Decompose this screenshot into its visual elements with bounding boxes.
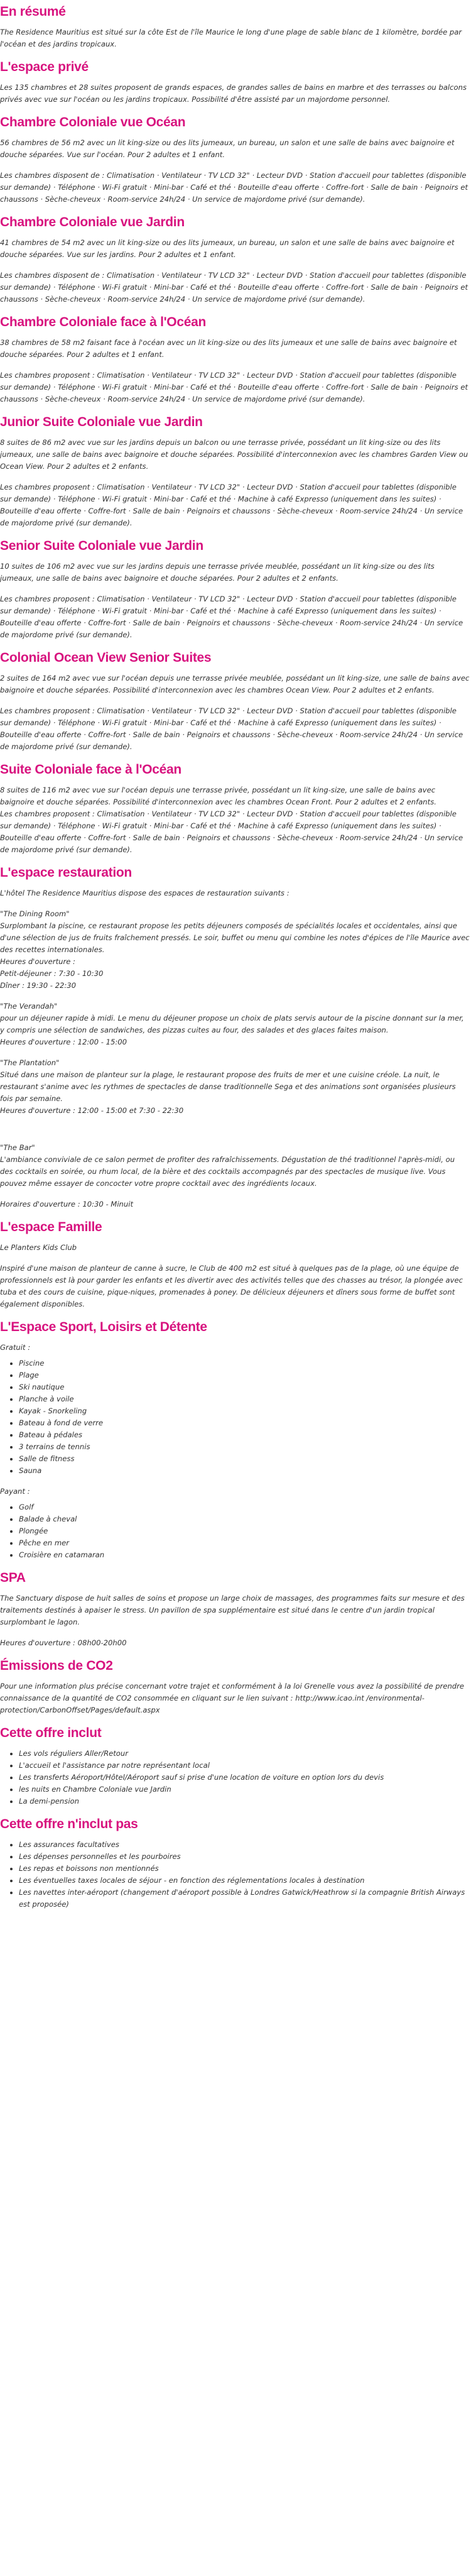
- room-description: 8 suites de 86 m2 avec vue sur les jardins depuis un balcon ou une terrasse privée, possédant un lit king-size ou des lits jumeaux, une salle de bains avec baignoire et douche séparées. Possibilité d'interconnexion avec les chambres Garden View ou Ocean View. Pour 2 adultes et 2 enfants.: [0, 438, 468, 471]
- family-section: [0, 1219, 470, 1310]
- restaurant-hours: Petit-déjeuner : 7:30 - 10:30: [0, 969, 104, 978]
- room-section: [0, 314, 470, 405]
- list-item: • Golf: [19, 1501, 470, 1513]
- room-amenities: Les chambres proposent : Climatisation · Ventilateur · TV LCD 32" · Lecteur DVD · Station d'accueil pour tablettes (disponible sur demande) · Téléphone · Wi-Fi gratuit · Mini-bar · Café et thé · Machine à café Expresso (uniquement dans les suites) · Bouteille d'eau offerte · Coffre-fort · Salle de bain · Peignoirs et chaussons · Sèche-cheveux · Room-service 24h/24 · Un service de majordome privé (sur demande).: [0, 595, 463, 639]
- room-amenities: Les chambres proposent : Climatisation · Ventilateur · TV LCD 32" · Lecteur DVD · Station d'accueil pour tablettes (disponible sur demande) · Téléphone · Wi-Fi gratuit · Mini-bar · Café et thé · Machine à café Expresso (uniquement dans les suites) · Bouteille d'eau offerte · Coffre-fort · Salle de bain · Peignoirs et chaussons · Sèche-cheveux · Room-service 24h/24 · Un service de majordome privé (sur demande).: [0, 483, 463, 527]
- restaurant-name: "The Plantation": [0, 1058, 60, 1067]
- room-section: [0, 114, 470, 206]
- restaurant-hours: Heures d'ouverture : 12:00 - 15:00 et 7:30 - 22:30: [0, 1106, 184, 1115]
- list-item: • Planche à voile: [19, 1393, 470, 1405]
- free-activities-label: Gratuit :: [0, 1343, 31, 1352]
- spa-section: [0, 1570, 470, 1649]
- room-title: Senior Suite Coloniale vue Jardin: [0, 539, 203, 553]
- restaurant-description: Surplombant la piscine, ce restaurant propose les petits déjeuners composés de spécialités locales et occidentales, ainsi que d'une sélection de jus de fruits fraîchement pressés. Le soir, buffet ou menu qui combine les notes d'épices de l'île Maurice avec des recettes internationales.: [0, 921, 470, 954]
- summary-title: En résumé: [0, 4, 66, 19]
- kids-club-description: Inspiré d'une maison de planteur de canne à sucre, le Club de 400 m2 est situé à quelques pas de la plage, où une équipe de professionnels est là pour garder les enfants et les divertir avec des activités telles que des chasses au trésor, la plongée avec tuba et des cours de cuisine, pique-niques, promenades à poney. De délicieux déjeuners et dîners sous forme de buffet sont également disponibles.: [0, 1264, 463, 1308]
- room-amenities: Les chambres proposent : Climatisation · Ventilateur · TV LCD 32" · Lecteur DVD · Station d'accueil pour tablettes (disponible sur demande) · Téléphone · Wi-Fi gratuit · Mini-bar · Café et thé · Machine à café Expresso (uniquement dans les suites) · Bouteille d'eau offerte · Coffre-fort · Salle de bain · Peignoirs et chaussons · Sèche-cheveux · Room-service 24h/24 · Un service de majordome privé (sur demande).: [0, 706, 463, 751]
- restaurant-dining-room: [0, 908, 470, 992]
- includes-title: Cette offre inclut: [0, 1726, 102, 1740]
- spa-hours: Heures d'ouverture : 08h00-20h00: [0, 1638, 127, 1647]
- spa-description: The Sanctuary dispose de huit salles de soins et propose un large choix de massages, des programmes faits sur mesure et des traitements destinés à apaiser le stress. Un pavillon de spa supplémentaire est situé dans le centre d'un jardin tropical surplombant le lagon.: [0, 1594, 465, 1626]
- room-title: Chambre Coloniale face à l'Océan: [0, 315, 207, 329]
- room-description: 10 suites de 106 m2 avec vue sur les jardins depuis une terrasse privée meublée, possédant un lit king-size ou des lits jumeaux, une salle de bains avec baignoire et douche séparées. Pour 2 adultes et 2 enfants.: [0, 562, 435, 583]
- co2-title: Émissions de CO2: [0, 1658, 113, 1673]
- room-description: 56 chambres de 56 m2 avec un lit king-size ou des lits jumeaux, un bureau, un salon et une salle de bains avec baignoire et douche séparées. Vue sur l'océan. Pour 2 adultes et 1 enfant.: [0, 138, 455, 159]
- room-title: Chambre Coloniale vue Océan: [0, 115, 186, 129]
- includes-section: [0, 1725, 470, 1807]
- excludes-title: Cette offre n'inclut pas: [0, 1817, 138, 1831]
- spa-title: SPA: [0, 1570, 26, 1585]
- co2-description: Pour une information plus précise concernant votre trajet et conformément à la loi Grenelle vous avez la possibilité de prendre connaissance de la quantité de CO2 consommée en cliquant sur le lien suivant : http://www.icao.int /environmental-protection/CarbonOffset/Pages/default.aspx: [0, 1682, 465, 1714]
- kids-club-name: Le Planters Kids Club: [0, 1243, 77, 1252]
- restaurant-name: "The Verandah": [0, 1002, 58, 1011]
- list-item: • Croisière en catamaran: [19, 1549, 470, 1561]
- restaurants-intro: L'hôtel The Residence Mauritius dispose des espaces de restauration suivants :: [0, 889, 289, 897]
- co2-section: [0, 1658, 470, 1716]
- list-item: • Les repas et boissons non mentionnés: [19, 1863, 470, 1875]
- restaurant-verandah: [0, 1000, 470, 1048]
- list-item: • Les transferts Aéroport/Hôtel/Aéroport sauf si prise d'une location de voiture en option lors du devis: [19, 1772, 470, 1784]
- list-item: • 3 terrains de tennis: [19, 1441, 470, 1453]
- room-description: 41 chambres de 54 m2 avec un lit king-size ou des lits jumeaux, un bureau, un salon et une salle de bains avec baignoire et douche séparées. Vue sur les jardins. Pour 2 adultes et 1 enfant.: [0, 238, 455, 259]
- restaurant-description: pour un déjeuner rapide à midi. Le menu du déjeuner propose un choix de plats servis autour de la piscine donnant sur la mer, y compris une sélection de sandwiches, des pizzas cuites au four, des salades et des glaces faites maison.: [0, 1014, 464, 1034]
- room-description: 8 suites de 116 m2 avec vue sur l'océan depuis une terrasse privée, possédant un lit king-size, une salle de bains avec baignoire et douche séparées. Possibilité d'interconnexion avec les chambres Ocean Front. Pour 2 adultes et 2 enfants.: [0, 786, 436, 806]
- room-amenities: Les chambres proposent : Climatisation · Ventilateur · TV LCD 32" · Lecteur DVD · Station d'accueil pour tablettes (disponible sur demande) · Téléphone · Wi-Fi gratuit · Mini-bar · Café et thé · Bouteille d'eau offerte · Coffre-fort · Salle de bain · Peignoirs et chaussons · Sèche-cheveux · Room-service 24h/24 · Un service de majordome privé (sur demande).: [0, 371, 468, 403]
- excludes-list: [0, 1839, 470, 1910]
- restaurant-name: "The Dining Room": [0, 909, 70, 918]
- restaurant-hours-label: Heures d'ouverture :: [0, 957, 75, 966]
- room-description: 2 suites de 164 m2 avec vue sur l'océan depuis une terrasse privée meublée, possédant un lit king-size, une salle de bains avec baignoire et douche séparées. Possibilité d'interconnexion avec les chambres Ocean View. Pour 2 adultes et 2 enfants.: [0, 674, 470, 694]
- list-item: • Les dépenses personnelles et les pourboires: [19, 1851, 470, 1863]
- includes-list: [0, 1748, 470, 1807]
- paid-activities-list: [0, 1501, 470, 1561]
- list-item: • Sauna: [19, 1465, 470, 1477]
- room-section: [0, 214, 470, 305]
- room-description: 38 chambres de 58 m2 faisant face à l'océan avec un lit king-size ou des lits jumeaux et une salle de bains avec baignoire et douche séparées. Pour 2 adultes et 1 enfant.: [0, 338, 457, 359]
- list-item: • Bateau à pédales: [19, 1429, 470, 1441]
- restaurants-title: L'espace restauration: [0, 865, 132, 880]
- restaurant-hours: Heures d'ouverture : 12:00 - 15:00: [0, 1038, 127, 1046]
- list-item: • Les assurances facultatives: [19, 1839, 470, 1851]
- list-item: • Les navettes inter-aéroport (changement d'aéroport possible à Londres Gatwick/Heathrow si la compagnie British Airways est proposée): [19, 1887, 470, 1910]
- family-title: L'espace Famille: [0, 1220, 102, 1234]
- room-title: Chambre Coloniale vue Jardin: [0, 215, 185, 229]
- list-item: • Ski nautique: [19, 1381, 470, 1393]
- list-item: • Salle de fitness: [19, 1453, 470, 1465]
- list-item: • Plage: [19, 1369, 470, 1381]
- room-title: Junior Suite Coloniale vue Jardin: [0, 415, 203, 429]
- list-item: • Les éventuelles taxes locales de séjour - en fonction des réglementations locales à destination: [19, 1875, 470, 1887]
- list-item: • Les vols réguliers Aller/Retour: [19, 1748, 470, 1760]
- room-amenities: Les chambres disposent de : Climatisation · Ventilateur · TV LCD 32" · Lecteur DVD · Station d'accueil pour tablettes (disponible sur demande) · Téléphone · Wi-Fi gratuit · Mini-bar · Café et thé · Bouteille d'eau offerte · Coffre-fort · Salle de bain · Peignoirs et chaussons · Sèche-cheveux · Room-service 24h/24 · Un service de majordome privé (sur demande).: [0, 171, 468, 204]
- list-item: • Balade à cheval: [19, 1513, 470, 1525]
- sport-section: [0, 1319, 470, 1561]
- private-space-text: Les 135 chambres et 28 suites proposent de grands espaces, de grandes salles de bains en marbre et des terrasses ou balcons privés avec vue sur l'océan ou les jardins tropicaux. Possibilité d'être assisté par un majordome personnel.: [0, 83, 467, 104]
- summary-section: [0, 4, 470, 50]
- room-title: Colonial Ocean View Senior Suites: [0, 650, 212, 665]
- paid-activities-label: Payant :: [0, 1487, 30, 1496]
- room-title: Suite Coloniale face à l'Océan: [0, 762, 181, 777]
- excludes-section: [0, 1816, 470, 1910]
- list-item: • La demi-pension: [19, 1795, 470, 1807]
- restaurant-hours: Dîner : 19:30 - 22:30: [0, 981, 77, 990]
- list-item: • Plongée: [19, 1525, 470, 1537]
- free-activities-list: [0, 1357, 470, 1477]
- sport-title: L'Espace Sport, Loisirs et Détente: [0, 1320, 207, 1334]
- restaurant-hours: Horaires d'ouverture : 10:30 - Minuit: [0, 1200, 133, 1209]
- room-amenities: Les chambres disposent de : Climatisation · Ventilateur · TV LCD 32" · Lecteur DVD · Station d'accueil pour tablettes (disponible sur demande) · Téléphone · Wi-Fi gratuit · Mini-bar · Café et thé · Bouteille d'eau offerte · Coffre-fort · Salle de bain · Peignoirs et chaussons · Sèche-cheveux · Room-service 24h/24 · Un service de majordome privé (sur demande).: [0, 271, 468, 304]
- list-item: • L'accueil et l'assistance par notre représentant local: [19, 1760, 470, 1772]
- private-space-title: L'espace privé: [0, 60, 89, 74]
- room-section: [0, 650, 470, 753]
- room-section: [0, 414, 470, 529]
- room-amenities: Les chambres proposent : Climatisation · Ventilateur · TV LCD 32" · Lecteur DVD · Station d'accueil pour tablettes (disponible sur demande) · Téléphone · Wi-Fi gratuit · Mini-bar · Café et thé · Machine à café Expresso (uniquement dans les suites) · Bouteille d'eau offerte · Coffre-fort · Salle de bain · Peignoirs et chaussons · Sèche-cheveux · Room-service 24h/24 · Un service de majordome privé (sur demande).: [0, 809, 463, 854]
- restaurant-description: Situé dans une maison de planteur sur la plage, le restaurant propose des fruits de mer et une cuisine créole. La nuit, le restaurant s'anime avec les rythmes de spectacles de danse traditionnelle Sega et des animations sont organisées plusieurs fois par semaine.: [0, 1070, 456, 1103]
- summary-text: The Residence Mauritius est situé sur la côte Est de l'île Maurice le long d'une plage de sable blanc de 1 kilomètre, bordée par l'océan et des jardins tropicaux.: [0, 28, 462, 48]
- private-space-section: [0, 59, 470, 106]
- restaurant-description: L'ambiance conviviale de ce salon permet de profiter des rafraîchissements. Dégustation de thé traditionnel l'après-midi, ou des cocktails en soirée, ou rhum local, de la bière et des cocktails accompagnés par des spectacles de musique live. Vous pouvez même essayer de concocter votre propre cocktail avec des ingrédients locaux.: [0, 1155, 455, 1188]
- restaurant-plantation: [0, 1057, 470, 1117]
- list-item: • Bateau à fond de verre: [19, 1417, 470, 1429]
- restaurant-name: "The Bar": [0, 1143, 35, 1152]
- room-section: [0, 538, 470, 641]
- list-item: • Piscine: [19, 1357, 470, 1369]
- list-item: • Kayak - Snorkeling: [19, 1405, 470, 1417]
- restaurants-section: [0, 865, 470, 1210]
- room-section: [0, 762, 470, 856]
- restaurant-bar: [0, 1142, 470, 1190]
- list-item: • les nuits en Chambre Coloniale vue Jardin: [19, 1784, 470, 1795]
- list-item: • Pêche en mer: [19, 1537, 470, 1549]
